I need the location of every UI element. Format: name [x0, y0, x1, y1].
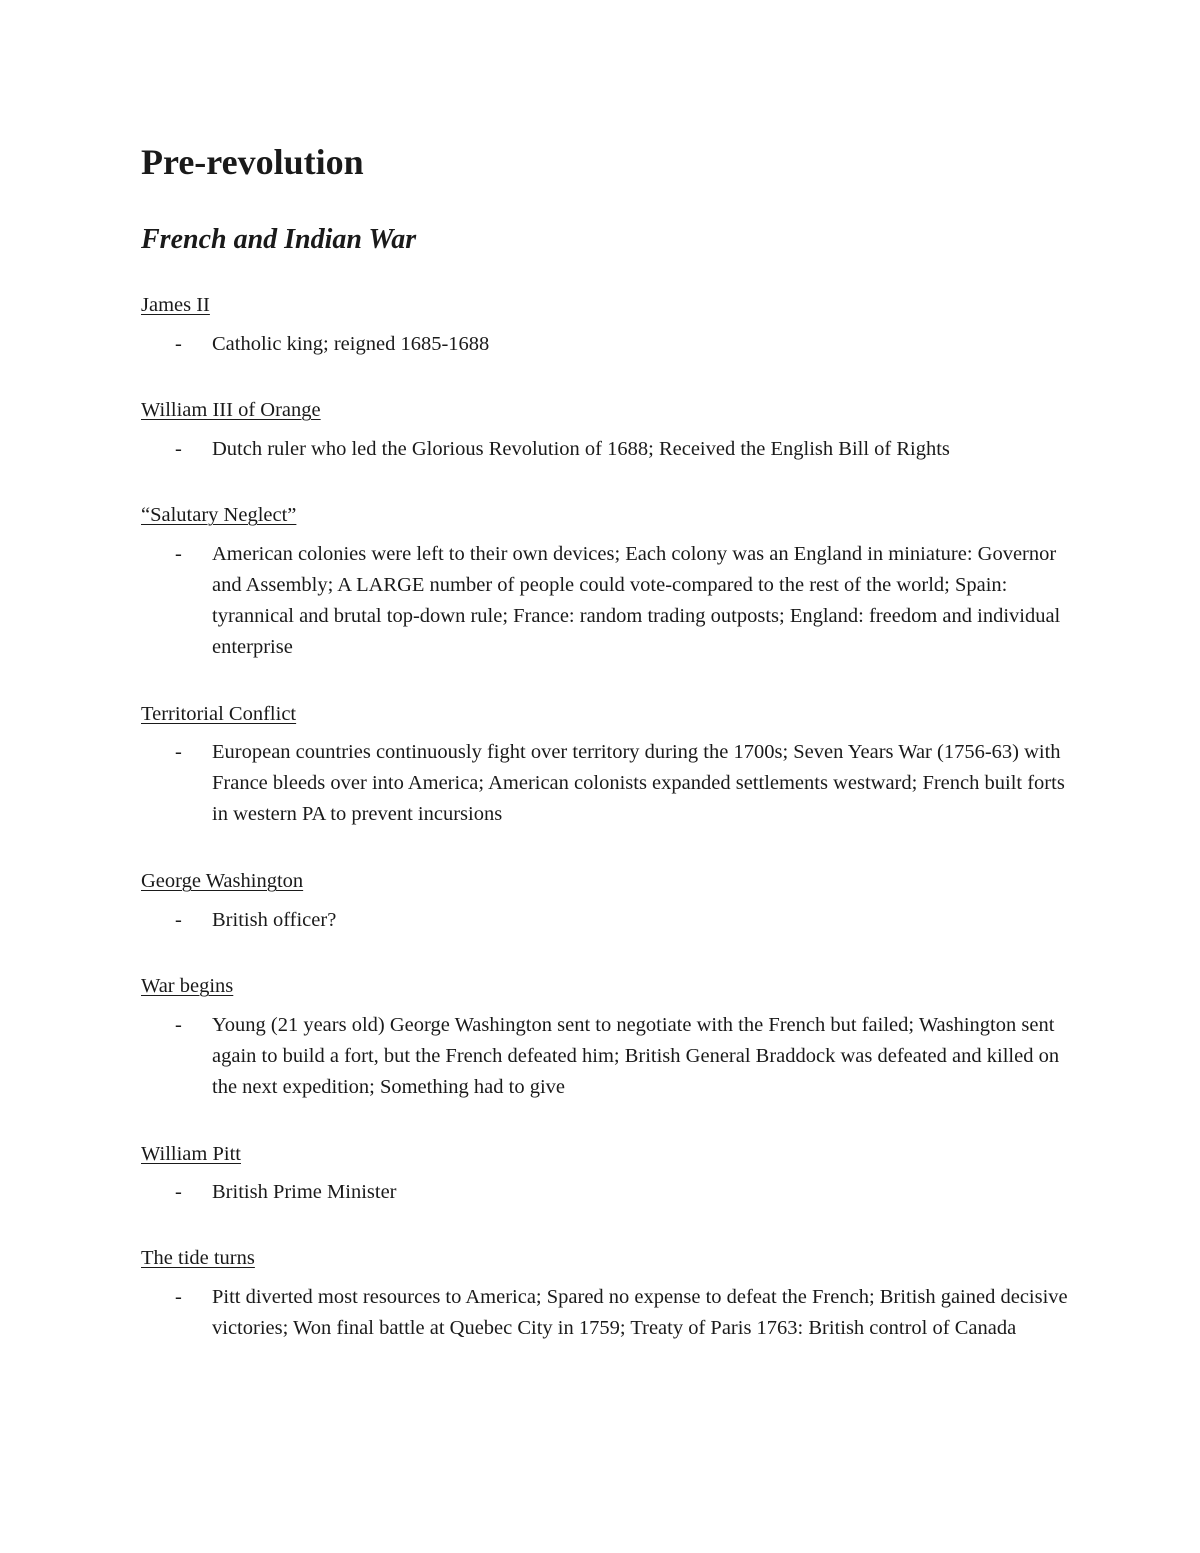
bullet-marker: - — [175, 1181, 182, 1203]
list-item-text: European countries continuously fight over territory during the 1700s; Seven Years War (1756-63) with France bleeds over into America; American colonists expanded settlements westward; French built forts in western PA to prevent incursions — [212, 741, 1065, 825]
list-item-text: Pitt diverted most resources to America; Spared no expense to defeat the French; British gained decisive victories; Won final battle at Quebec City in 1759; Treaty of Paris 1763: British control of Canada — [212, 1286, 1068, 1339]
list-item-text: Catholic king; reigned 1685-1688 — [212, 333, 490, 355]
list-item — [175, 1010, 1075, 1103]
section-heading: William Pitt — [141, 1143, 241, 1165]
list-item — [175, 737, 1075, 830]
bullet-marker: - — [175, 333, 182, 355]
list-item-text: American colonies were left to their own devices; Each colony was an England in miniature: Governor and Assembly; A LARGE number of people could vote-compared to the rest of the world; Spain: tyrannical and brutal top-down rule; France: random trading outposts; England: freedom and individual enterprise — [212, 543, 1061, 658]
list-item — [175, 1177, 1075, 1208]
list-item — [175, 1282, 1075, 1344]
bullet-marker: - — [175, 741, 182, 763]
list-item — [175, 329, 1075, 360]
list-item-text: Dutch ruler who led the Glorious Revolution of 1688; Received the English Bill of Rights — [212, 438, 950, 460]
bullet-marker: - — [175, 1014, 182, 1036]
section-heading: “Salutary Neglect” — [141, 504, 297, 526]
section-heading: George Washington — [141, 870, 304, 892]
bullet-marker: - — [175, 543, 182, 565]
list-item — [175, 905, 1075, 936]
list-item-text: Young (21 years old) George Washington sent to negotiate with the French but failed; Washington sent again to build a fort, but the French defeated him; British General Braddock was defeated and killed on the next expedition; Something had to give — [212, 1014, 1060, 1098]
list-item — [175, 539, 1075, 663]
page-subtitle: French and Indian War — [141, 224, 417, 255]
bullet-marker: - — [175, 909, 182, 931]
bullet-marker: - — [175, 1286, 182, 1308]
section-heading: Territorial Conflict — [141, 703, 297, 725]
list-item — [175, 434, 1075, 465]
page-title: Pre-revolution — [141, 142, 364, 182]
bullet-marker: - — [175, 438, 182, 460]
section-heading: War begins — [141, 975, 234, 997]
list-item-text: British officer? — [212, 909, 337, 931]
list-item-text: British Prime Minister — [212, 1181, 397, 1203]
section-heading: James II — [141, 294, 210, 316]
section-heading: The tide turns — [141, 1247, 255, 1269]
section-heading: William III of Orange — [141, 399, 321, 421]
